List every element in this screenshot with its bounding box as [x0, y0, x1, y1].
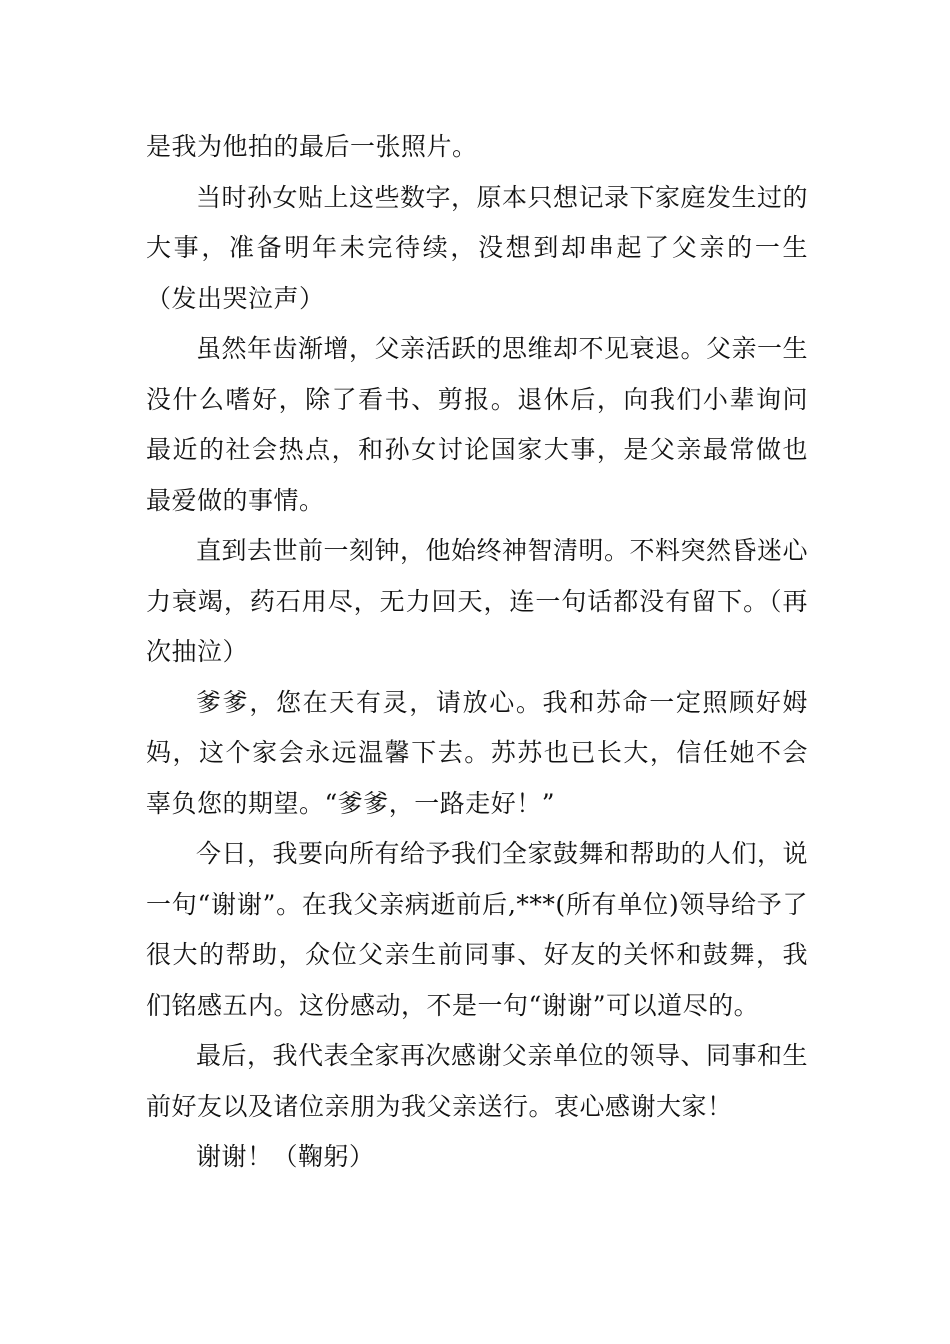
paragraph-father-mind: 虽然年齿渐增，父亲活跃的思维却不见衰退。父亲一生没什么嗜好，除了看书、剪报。退休后，向我们小辈询问最近的社会热点，和孙女讨论国家大事，是父亲最常做也最爱做的事情。: [146, 334, 809, 515]
paragraph-closing: 谢谢！（鞠躬）: [196, 1142, 375, 1171]
paragraph-gratitude: 今日，我要向所有给予我们全家鼓舞和帮助的人们，说一句“谢谢”。在我父亲病逝前后,***(所有单位)领导给予了很大的帮助，众位父亲生前同事、好友的关怀和鼓舞，我们铭感五内。这份感动，不是一句“谢谢”可以道尽的。: [146, 839, 809, 1020]
paragraph-final-thanks: 最后，我代表全家再次感谢父亲单位的领导、同事和生前好友以及诸位亲朋为我父亲送行。衷心感谢大家！: [146, 1041, 809, 1121]
document-body: [146, 122, 808, 1183]
paragraph-continuation: 是我为他拍的最后一张照片。: [146, 132, 478, 161]
paragraph-numbers-story: 当时孙女贴上这些数字，原本只想记录下家庭发生过的大事，准备明年未完待续，没想到却串起了父亲的一生（发出哭泣声）: [146, 182, 809, 313]
paragraph-passing: 直到去世前一刻钟，他始终神智清明。不料突然昏迷心力衰竭，药石用尽，无力回天，连一句话都没有留下。（再次抽泣）: [146, 536, 809, 666]
paragraph-farewell: 爹爹，您在天有灵，请放心。我和苏命一定照顾好姆妈，这个家会永远温馨下去。苏苏也已长大，信任她不会辜负您的期望。“爹爹，一路走好！”: [146, 687, 808, 818]
